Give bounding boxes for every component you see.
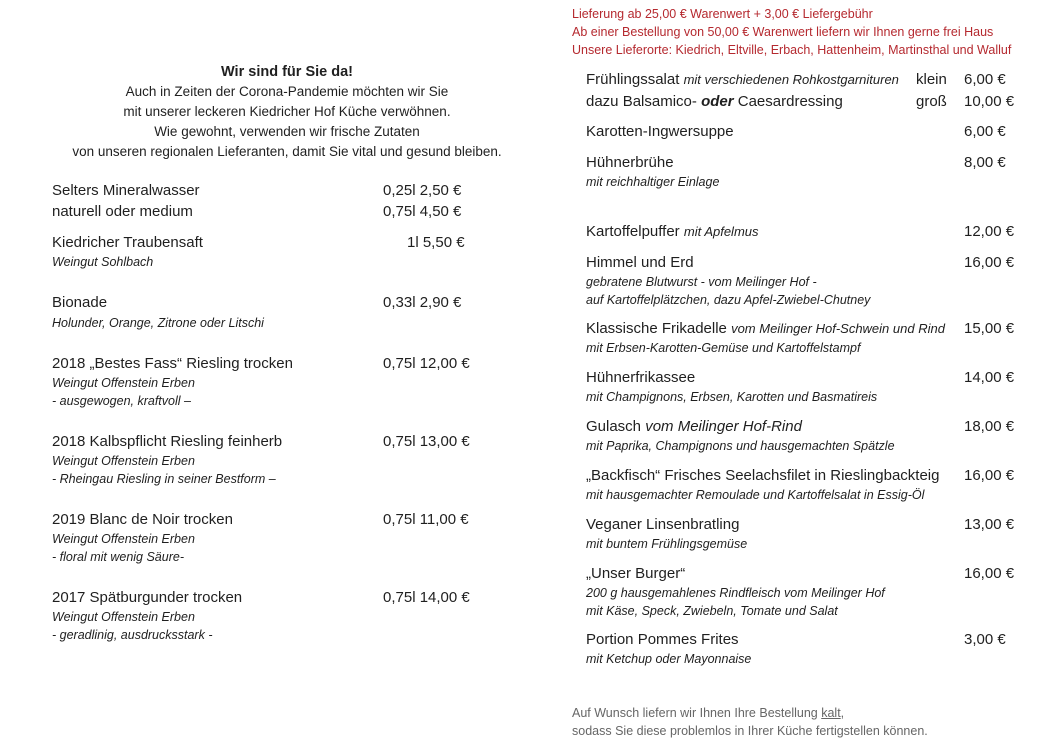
drink-sub: Weingut Offenstein Erben (52, 532, 195, 546)
dressing-line (586, 93, 843, 110)
food-sub: mit Paprika, Champignons und hausgemachten Spätzle (586, 439, 895, 453)
delivery-line-2: Ab einer Bestellung von 50,00 € Warenwert liefern wir Ihnen gerne frei Haus (572, 25, 994, 39)
intro-block (52, 62, 522, 162)
size-label: klein (916, 71, 947, 88)
food-price: 3,00 € (964, 631, 1006, 648)
food-item (586, 418, 802, 435)
dressing-text: Caesardressing (737, 93, 843, 110)
food-sub: gebratene Blutwurst - vom Meilinger Hof - (586, 275, 817, 289)
food-sub: mit Ketchup oder Mayonnaise (586, 652, 752, 666)
drink-sub: Weingut Offenstein Erben (52, 454, 195, 468)
drink-sub: Weingut Offenstein Erben (52, 376, 195, 390)
food-price: 14,00 € (964, 369, 1015, 386)
food-name: „Unser Burger“ (586, 565, 686, 582)
delivery-line-1: Lieferung ab 25,00 € Warenwert + 3,00 € Liefergebühr (572, 7, 873, 21)
footer-line-2: sodass Sie diese problemlos in Ihrer Küche fertigstellen können. (572, 724, 928, 738)
intro-line: Wie gewohnt, verwenden wir frische Zutaten (154, 124, 420, 139)
food-sub: auf Kartoffelplätzchen, dazu Apfel-Zwiebel-Chutney (586, 293, 871, 307)
drink-sub: Holunder, Orange, Zitrone oder Litschi (52, 316, 264, 330)
drink-name: 2018 „Bestes Fass“ Riesling trocken (52, 355, 293, 372)
drink-sub: Weingut Offenstein Erben (52, 610, 195, 624)
footer-comma: , (840, 706, 845, 720)
drink-name: Selters Mineralwasser (52, 182, 200, 199)
food-item (586, 223, 759, 240)
drink-price: 0,75l 13,00 € (383, 433, 470, 450)
drink-name: 2017 Spätburgunder trocken (52, 589, 243, 606)
drink-price: 0,75l 12,00 € (383, 355, 470, 372)
food-price: 16,00 € (964, 254, 1015, 271)
delivery-info (572, 5, 1011, 59)
food-sub: mit reichhaltiger Einlage (586, 175, 720, 189)
food-name: „Backfisch“ Frisches Seelachsfilet in Rieslingbackteig (586, 467, 940, 484)
drink-sub: - Rheingau Riesling in seiner Bestform – (52, 472, 276, 486)
food-inline-desc: mit Apfelmus (683, 224, 759, 239)
food-price: 6,00 € (964, 71, 1006, 88)
food-price: 15,00 € (964, 320, 1015, 337)
drink-name: 2018 Kalbspflicht Riesling feinherb (52, 433, 283, 450)
footer-note (572, 704, 928, 740)
food-sub: 200 g hausgemahlenes Rindfleisch vom Meilinger Hof (586, 586, 885, 600)
food-item-salad (586, 71, 899, 88)
food-inline-desc: mit verschiedenen Rohkostgarnituren (683, 72, 899, 87)
food-name: Hühnerbrühe (586, 154, 674, 171)
intro-title: Wir sind für Sie da! (221, 64, 353, 80)
footer-line-1 (572, 704, 928, 722)
food-item (586, 320, 945, 337)
intro-line: von unseren regionalen Lieferanten, damit Sie vital und gesund bleiben. (72, 144, 502, 159)
drink-sub: - floral mit wenig Säure- (52, 550, 184, 564)
size-label: groß (916, 93, 947, 110)
drink-price: 1l 5,50 € (407, 234, 465, 251)
drink-price: 0,75l 14,00 € (383, 589, 470, 606)
food-name: Hühnerfrikassee (586, 369, 696, 386)
food-sub: mit hausgemachter Remoulade und Kartoffelsalat in Essig-Öl (586, 488, 925, 502)
drink-name: 2019 Blanc de Noir trocken (52, 511, 233, 528)
food-name: Karotten-Ingwersuppe (586, 123, 734, 140)
drink-sub: - ausgewogen, kraftvoll – (52, 394, 191, 408)
footer-kalt: kalt (821, 706, 841, 720)
food-name: Frühlingssalat (586, 71, 680, 88)
drink-price: 0,75l 11,00 € (383, 511, 469, 528)
drink-name: Bionade (52, 294, 108, 311)
dressing-or: oder (701, 93, 734, 110)
drink-price: 0,33l 2,90 € (383, 294, 462, 311)
food-price: 6,00 € (964, 123, 1006, 140)
food-sub: mit buntem Frühlingsgemüse (586, 537, 748, 551)
food-sub: mit Champignons, Erbsen, Karotten und Basmatireis (586, 390, 878, 404)
food-inline-desc: vom Meilinger Hof-Rind (645, 418, 802, 435)
drink-price: 0,75l 4,50 € (383, 203, 462, 220)
footer-text: Auf Wunsch liefern wir Ihnen Ihre Bestellung (572, 706, 822, 720)
food-price: 13,00 € (964, 516, 1015, 533)
food-inline-desc: vom Meilinger Hof-Schwein und Rind (731, 321, 945, 336)
drink-name: naturell oder medium (52, 203, 193, 220)
drink-sub: Weingut Sohlbach (52, 255, 154, 269)
food-name: Kartoffelpuffer (586, 223, 680, 240)
intro-line: mit unserer leckeren Kiedricher Hof Küche verwöhnen. (123, 104, 451, 119)
food-name: Gulasch (586, 418, 642, 435)
delivery-line-3: Unsere Lieferorte: Kiedrich, Eltville, Erbach, Hattenheim, Martinsthal und Walluf (572, 43, 1012, 57)
food-sub: mit Käse, Speck, Zwiebeln, Tomate und Salat (586, 604, 838, 618)
food-name: Portion Pommes Frites (586, 631, 739, 648)
food-price: 16,00 € (964, 565, 1015, 582)
dressing-text: dazu Balsamico- (586, 93, 697, 110)
drink-sub: - geradlinig, ausdrucksstark - (52, 628, 213, 642)
food-price: 8,00 € (964, 154, 1006, 171)
food-price: 12,00 € (964, 223, 1015, 240)
intro-line: Auch in Zeiten der Corona-Pandemie möchten wir Sie (125, 84, 449, 99)
food-price: 10,00 € (964, 93, 1015, 110)
food-sub: mit Erbsen-Karotten-Gemüse und Kartoffelstampf (586, 341, 861, 355)
food-price: 18,00 € (964, 418, 1015, 435)
drink-name: Kiedricher Traubensaft (52, 234, 203, 251)
food-name: Klassische Frikadelle (586, 320, 727, 337)
food-name: Veganer Linsenbratling (586, 516, 740, 533)
food-name: Himmel und Erd (586, 254, 694, 271)
drink-price: 0,25l 2,50 € (383, 182, 462, 199)
food-price: 16,00 € (964, 467, 1015, 484)
